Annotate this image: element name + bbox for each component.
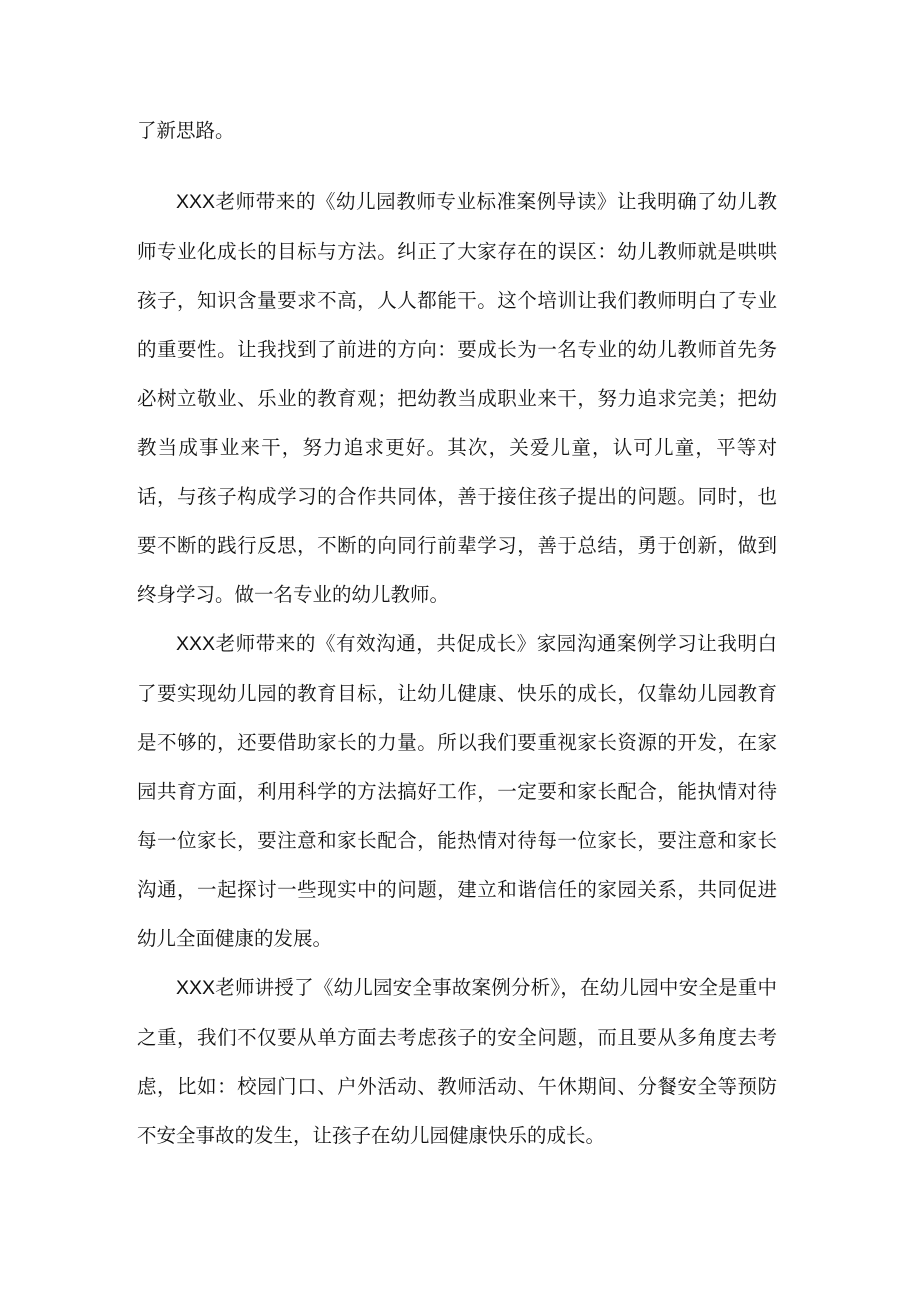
teacher-name-placeholder: XXX xyxy=(176,191,216,213)
teacher-name-placeholder: XXX xyxy=(176,977,216,999)
teacher-name-placeholder: XXX xyxy=(176,633,216,655)
paragraph-text: 老师带来的《有效沟通，共促成长》家园沟通案例学习让我明白了要实现幼儿园的教育目标，让幼儿健康、快乐的成长，仅靠幼儿园教育是不够的，还要借助家长的力量。所以我们要重视家长资源的开发，在家园共育方面，利用科学的方法搞好工作，一定要和家长配合，能执情对待每一位家长，要注意和家长配合，能热情对待每一位家长，要注意和家长沟通，一起探讨一些现实中的问题，建立和谐信任的家园关系，共同促进幼儿全面健康的发展。 xyxy=(137,632,777,950)
paragraph-safety-cases xyxy=(137,963,777,1160)
paragraph-continuation xyxy=(137,106,777,155)
paragraph-gap xyxy=(137,155,777,177)
paragraph-text: 了新思路。 xyxy=(137,119,235,142)
paragraph-text: 老师讲授了《幼儿园安全事故案例分析》，在幼儿园中安全是重中之重，我们不仅要从单方面去考虑孩子的安全问题，而且要从多角度去考虑，比如：校园门口、户外活动、教师活动、午休期间、分餐安全等预防不安全事故的发生，让孩子在幼儿园健康快乐的成长。 xyxy=(137,976,777,1147)
paragraph-text: 老师带来的《幼儿园教师专业标准案例导读》让我明确了幼儿教师专业化成长的目标与方法。纠正了大家存在的误区：幼儿教师就是哄哄孩子，知识含量要求不高，人人都能干。这个培训让我们教师明白了专业的重要性。让我找到了前进的方向：要成长为一名专业的幼儿教师首先务必树立敬业、乐业的教育观；把幼教当成职业来干，努力追求完美；把幼教当成事业来干，努力追求更好。其次，关爱儿童，认可儿童，平等对话，与孩子构成学习的合作共同体，善于接住孩子提出的问题。同时，也要不断的践行反思，不断的向同行前辈学习，善于总结，勇于创新，做到终身学习。做一名专业的幼儿教师。 xyxy=(137,190,777,606)
paragraph-home-communication xyxy=(137,619,777,963)
document-body xyxy=(137,106,777,1160)
paragraph-professional-standards xyxy=(137,177,777,619)
